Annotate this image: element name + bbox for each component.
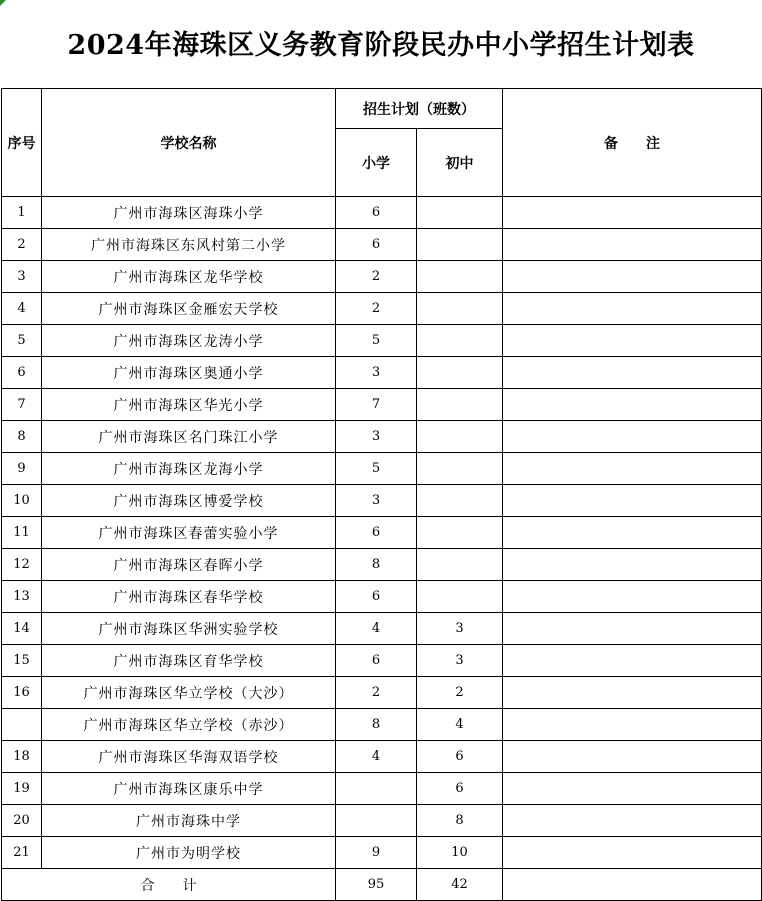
total-junior: 42 xyxy=(417,869,503,901)
row-index: 20 xyxy=(2,805,42,837)
row-junior-classes: 2 xyxy=(417,677,503,709)
row-index: 9 xyxy=(2,453,42,485)
row-junior-classes xyxy=(417,389,503,421)
row-school-name: 广州市海珠区华光小学 xyxy=(42,389,336,421)
header-row-top xyxy=(2,89,762,129)
header-primary: 小学 xyxy=(336,129,417,197)
row-remarks xyxy=(503,837,762,869)
table-row xyxy=(2,645,762,677)
table-row xyxy=(2,613,762,645)
table-row xyxy=(2,805,762,837)
header-junior: 初中 xyxy=(417,129,503,197)
row-school-name: 广州市海珠区康乐中学 xyxy=(42,773,336,805)
row-junior-classes xyxy=(417,549,503,581)
row-remarks xyxy=(503,389,762,421)
row-junior-classes: 3 xyxy=(417,613,503,645)
row-primary-classes: 6 xyxy=(336,517,417,549)
row-school-name: 广州市为明学校 xyxy=(42,837,336,869)
row-school-name: 广州市海珠区海珠小学 xyxy=(42,197,336,229)
row-primary-classes: 4 xyxy=(336,613,417,645)
total-row xyxy=(2,869,762,901)
row-remarks xyxy=(503,229,762,261)
table-body xyxy=(2,197,762,869)
row-remarks xyxy=(503,645,762,677)
total-primary: 95 xyxy=(336,869,417,901)
total-label: 合 计 xyxy=(2,869,336,901)
row-primary-classes: 2 xyxy=(336,261,417,293)
row-remarks xyxy=(503,325,762,357)
row-junior-classes: 4 xyxy=(417,709,503,741)
row-primary-classes: 5 xyxy=(336,453,417,485)
row-remarks xyxy=(503,549,762,581)
page-title: 2024年海珠区义务教育阶段民办中小学招生计划表 xyxy=(67,30,695,61)
row-primary-classes: 2 xyxy=(336,677,417,709)
row-primary-classes: 9 xyxy=(336,837,417,869)
row-school-name: 广州市海珠区龙华学校 xyxy=(42,261,336,293)
row-remarks xyxy=(503,677,762,709)
row-school-name: 广州市海珠区育华学校 xyxy=(42,645,336,677)
row-index: 2 xyxy=(2,229,42,261)
table-row xyxy=(2,229,762,261)
table-row xyxy=(2,453,762,485)
row-index: 13 xyxy=(2,581,42,613)
row-junior-classes xyxy=(417,581,503,613)
row-index: 11 xyxy=(2,517,42,549)
row-primary-classes: 6 xyxy=(336,581,417,613)
row-index: 4 xyxy=(2,293,42,325)
row-index: 3 xyxy=(2,261,42,293)
row-school-name: 广州市海珠区奥通小学 xyxy=(42,357,336,389)
row-primary-classes: 8 xyxy=(336,549,417,581)
row-school-name: 广州市海珠区华海双语学校 xyxy=(42,741,336,773)
row-remarks xyxy=(503,773,762,805)
table-row xyxy=(2,677,762,709)
header-remarks: 备 注 xyxy=(503,89,762,197)
row-junior-classes xyxy=(417,197,503,229)
row-remarks xyxy=(503,581,762,613)
table-row xyxy=(2,837,762,869)
row-remarks xyxy=(503,261,762,293)
row-index xyxy=(2,709,42,741)
row-remarks xyxy=(503,741,762,773)
header-index: 序号 xyxy=(2,89,42,197)
row-school-name: 广州市海珠区名门珠江小学 xyxy=(42,421,336,453)
row-remarks xyxy=(503,805,762,837)
row-index: 21 xyxy=(2,837,42,869)
row-primary-classes: 2 xyxy=(336,293,417,325)
row-junior-classes xyxy=(417,517,503,549)
row-index: 1 xyxy=(2,197,42,229)
row-index: 14 xyxy=(2,613,42,645)
table-row xyxy=(2,485,762,517)
row-index: 12 xyxy=(2,549,42,581)
row-index: 16 xyxy=(2,677,42,709)
table-row xyxy=(2,709,762,741)
row-school-name: 广州市海珠区金雁宏天学校 xyxy=(42,293,336,325)
row-index: 8 xyxy=(2,421,42,453)
row-index: 18 xyxy=(2,741,42,773)
table-row xyxy=(2,421,762,453)
row-junior-classes xyxy=(417,293,503,325)
table-row xyxy=(2,741,762,773)
row-remarks xyxy=(503,613,762,645)
row-school-name: 广州市海珠区华立学校（赤沙） xyxy=(42,709,336,741)
row-index: 10 xyxy=(2,485,42,517)
table-row xyxy=(2,389,762,421)
row-school-name: 广州市海珠区春蕾实验小学 xyxy=(42,517,336,549)
row-school-name: 广州市海珠区龙海小学 xyxy=(42,453,336,485)
row-school-name: 广州市海珠区龙涛小学 xyxy=(42,325,336,357)
row-junior-classes: 3 xyxy=(417,645,503,677)
row-index: 5 xyxy=(2,325,42,357)
row-junior-classes: 6 xyxy=(417,741,503,773)
row-remarks xyxy=(503,197,762,229)
row-remarks xyxy=(503,485,762,517)
header-enrollment-plan: 招生计划（班数） xyxy=(336,89,503,129)
row-primary-classes: 6 xyxy=(336,197,417,229)
row-primary-classes xyxy=(336,773,417,805)
row-primary-classes: 5 xyxy=(336,325,417,357)
row-junior-classes: 6 xyxy=(417,773,503,805)
row-junior-classes xyxy=(417,325,503,357)
row-school-name: 广州市海珠区博爱学校 xyxy=(42,485,336,517)
row-primary-classes: 8 xyxy=(336,709,417,741)
table-row xyxy=(2,357,762,389)
row-remarks xyxy=(503,517,762,549)
row-primary-classes: 3 xyxy=(336,485,417,517)
row-primary-classes: 7 xyxy=(336,389,417,421)
header-school-name: 学校名称 xyxy=(42,89,336,197)
row-index: 6 xyxy=(2,357,42,389)
row-remarks xyxy=(503,453,762,485)
total-remarks xyxy=(503,869,762,901)
row-remarks xyxy=(503,293,762,325)
row-junior-classes xyxy=(417,453,503,485)
row-junior-classes xyxy=(417,421,503,453)
row-junior-classes: 8 xyxy=(417,805,503,837)
table-row xyxy=(2,517,762,549)
row-school-name: 广州市海珠区华立学校（大沙） xyxy=(42,677,336,709)
row-index: 15 xyxy=(2,645,42,677)
row-index: 19 xyxy=(2,773,42,805)
row-school-name: 广州市海珠区春华学校 xyxy=(42,581,336,613)
row-junior-classes: 10 xyxy=(417,837,503,869)
row-remarks xyxy=(503,421,762,453)
table-row xyxy=(2,197,762,229)
table-row xyxy=(2,261,762,293)
corner-marker xyxy=(0,0,6,6)
row-junior-classes xyxy=(417,357,503,389)
table-row xyxy=(2,773,762,805)
row-primary-classes: 6 xyxy=(336,229,417,261)
table-row xyxy=(2,581,762,613)
row-school-name: 广州市海珠区东风村第二小学 xyxy=(42,229,336,261)
row-school-name: 广州市海珠区华洲实验学校 xyxy=(42,613,336,645)
row-primary-classes xyxy=(336,805,417,837)
enrollment-plan-table xyxy=(1,88,762,901)
row-remarks xyxy=(503,357,762,389)
row-remarks xyxy=(503,709,762,741)
row-primary-classes: 6 xyxy=(336,645,417,677)
table-row xyxy=(2,325,762,357)
row-school-name: 广州市海珠中学 xyxy=(42,805,336,837)
row-index: 7 xyxy=(2,389,42,421)
row-primary-classes: 3 xyxy=(336,357,417,389)
row-primary-classes: 3 xyxy=(336,421,417,453)
row-school-name: 广州市海珠区春晖小学 xyxy=(42,549,336,581)
row-primary-classes: 4 xyxy=(336,741,417,773)
row-junior-classes xyxy=(417,229,503,261)
row-junior-classes xyxy=(417,485,503,517)
row-junior-classes xyxy=(417,261,503,293)
table-row xyxy=(2,293,762,325)
table-row xyxy=(2,549,762,581)
